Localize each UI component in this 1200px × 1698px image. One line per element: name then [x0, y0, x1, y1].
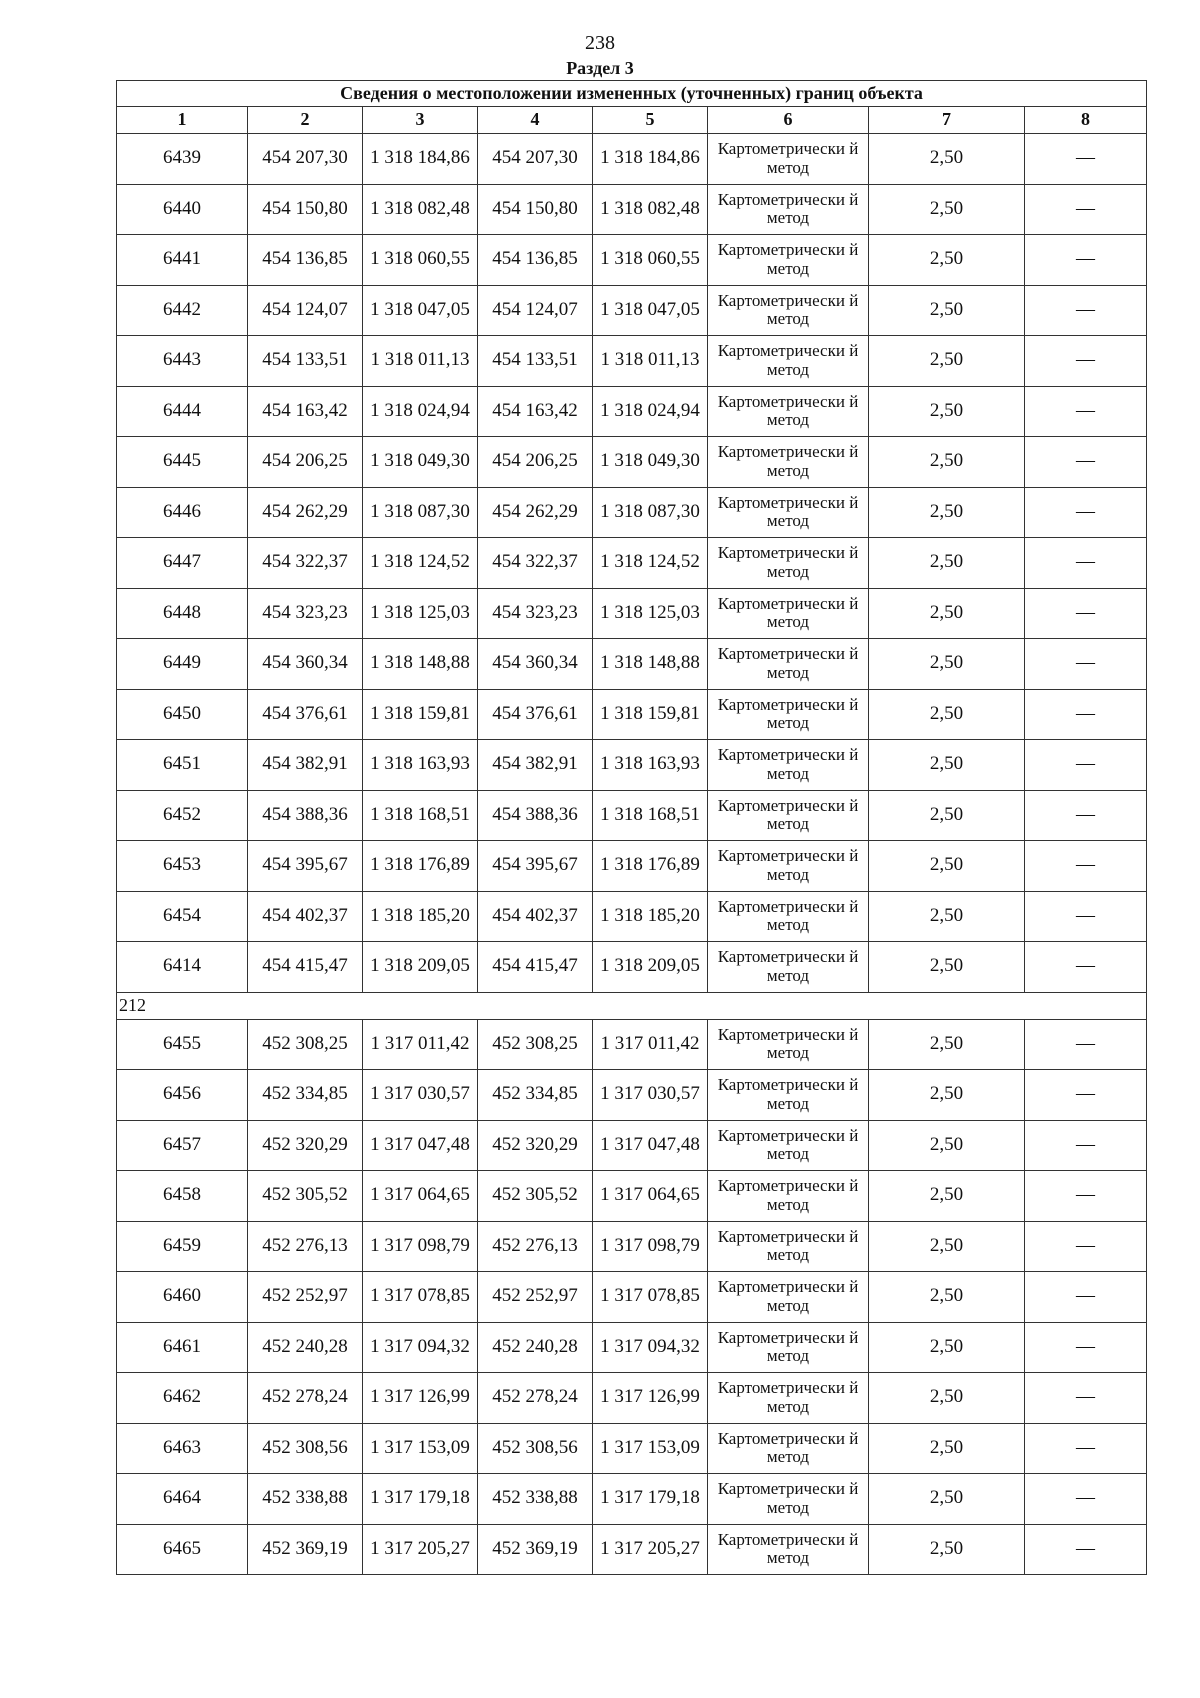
description-cell: — — [1025, 1272, 1147, 1323]
table-row — [117, 942, 1147, 993]
accuracy-cell: 2,50 — [869, 1474, 1025, 1525]
method-cell: Картометрически й метод — [708, 639, 869, 690]
accuracy-cell: 2,50 — [869, 1070, 1025, 1121]
table-row — [117, 1171, 1147, 1222]
x-new-cell: 454 415,47 — [478, 942, 593, 993]
x-old-cell: 454 163,42 — [248, 386, 363, 437]
table-row — [117, 1272, 1147, 1323]
y-old-cell: 1 318 209,05 — [363, 942, 478, 993]
point-number-cell: 6456 — [117, 1070, 248, 1121]
accuracy-cell: 2,50 — [869, 790, 1025, 841]
y-new-cell: 1 317 011,42 — [593, 1019, 708, 1070]
x-old-cell: 452 369,19 — [248, 1524, 363, 1575]
description-cell: — — [1025, 285, 1147, 336]
point-number-cell: 6440 — [117, 184, 248, 235]
x-new-cell: 454 206,25 — [478, 437, 593, 488]
table-row — [117, 336, 1147, 387]
description-cell: — — [1025, 487, 1147, 538]
x-new-cell: 452 338,88 — [478, 1474, 593, 1525]
method-cell: Картометрически й метод — [708, 1524, 869, 1575]
method-cell: Картометрически й метод — [708, 1474, 869, 1525]
x-old-cell: 452 240,28 — [248, 1322, 363, 1373]
description-cell: — — [1025, 942, 1147, 993]
point-number-cell: 6447 — [117, 538, 248, 589]
table-row — [117, 285, 1147, 336]
method-cell: Картометрически й метод — [708, 1322, 869, 1373]
point-number-cell: 6442 — [117, 285, 248, 336]
y-old-cell: 1 317 205,27 — [363, 1524, 478, 1575]
method-cell: Картометрически й метод — [708, 1070, 869, 1121]
x-new-cell: 454 388,36 — [478, 790, 593, 841]
description-cell: — — [1025, 134, 1147, 185]
table-row — [117, 386, 1147, 437]
x-old-cell: 454 150,80 — [248, 184, 363, 235]
table-row — [117, 891, 1147, 942]
y-old-cell: 1 318 124,52 — [363, 538, 478, 589]
y-new-cell: 1 318 124,52 — [593, 538, 708, 589]
y-old-cell: 1 317 011,42 — [363, 1019, 478, 1070]
table-body — [117, 134, 1147, 1575]
accuracy-cell: 2,50 — [869, 184, 1025, 235]
y-new-cell: 1 317 094,32 — [593, 1322, 708, 1373]
accuracy-cell: 2,50 — [869, 487, 1025, 538]
table-row — [117, 134, 1147, 185]
x-new-cell: 454 322,37 — [478, 538, 593, 589]
y-new-cell: 1 318 163,93 — [593, 740, 708, 791]
point-number-cell: 6451 — [117, 740, 248, 791]
x-new-cell: 452 240,28 — [478, 1322, 593, 1373]
x-new-cell: 454 150,80 — [478, 184, 593, 235]
y-new-cell: 1 318 185,20 — [593, 891, 708, 942]
method-cell: Картометрически й метод — [708, 1423, 869, 1474]
y-old-cell: 1 318 125,03 — [363, 588, 478, 639]
point-number-cell: 6453 — [117, 841, 248, 892]
column-number: 5 — [593, 107, 708, 134]
method-cell: Картометрически й метод — [708, 1120, 869, 1171]
table-row — [117, 841, 1147, 892]
point-number-cell: 6465 — [117, 1524, 248, 1575]
description-cell: — — [1025, 790, 1147, 841]
x-old-cell: 452 308,25 — [248, 1019, 363, 1070]
table-row — [117, 1070, 1147, 1121]
y-old-cell: 1 317 030,57 — [363, 1070, 478, 1121]
y-old-cell: 1 318 185,20 — [363, 891, 478, 942]
table-row — [117, 588, 1147, 639]
description-cell: — — [1025, 1120, 1147, 1171]
x-old-cell: 454 133,51 — [248, 336, 363, 387]
method-cell: Картометрически й метод — [708, 1171, 869, 1222]
y-new-cell: 1 317 064,65 — [593, 1171, 708, 1222]
table-row — [117, 1322, 1147, 1373]
method-cell: Картометрически й метод — [708, 588, 869, 639]
method-cell: Картометрически й метод — [708, 285, 869, 336]
y-old-cell: 1 317 047,48 — [363, 1120, 478, 1171]
table-caption: Сведения о местоположении измененных (уточненных) границ объекта — [117, 81, 1147, 107]
y-old-cell: 1 318 087,30 — [363, 487, 478, 538]
point-number-cell: 6450 — [117, 689, 248, 740]
y-old-cell: 1 317 098,79 — [363, 1221, 478, 1272]
description-cell: — — [1025, 1019, 1147, 1070]
table-row — [117, 1474, 1147, 1525]
table-row — [117, 235, 1147, 286]
method-cell: Картометрически й метод — [708, 841, 869, 892]
method-cell: Картометрически й метод — [708, 1373, 869, 1424]
table-row — [117, 487, 1147, 538]
x-new-cell: 452 308,56 — [478, 1423, 593, 1474]
column-number: 1 — [117, 107, 248, 134]
accuracy-cell: 2,50 — [869, 1524, 1025, 1575]
accuracy-cell: 2,50 — [869, 336, 1025, 387]
table-row — [117, 790, 1147, 841]
table-row — [117, 639, 1147, 690]
accuracy-cell: 2,50 — [869, 891, 1025, 942]
point-number-cell: 6445 — [117, 437, 248, 488]
x-old-cell: 454 402,37 — [248, 891, 363, 942]
y-old-cell: 1 318 082,48 — [363, 184, 478, 235]
y-old-cell: 1 318 049,30 — [363, 437, 478, 488]
y-new-cell: 1 317 098,79 — [593, 1221, 708, 1272]
coordinates-table — [116, 80, 1147, 1575]
method-cell: Картометрически й метод — [708, 235, 869, 286]
x-new-cell: 454 163,42 — [478, 386, 593, 437]
x-old-cell: 454 322,37 — [248, 538, 363, 589]
y-old-cell: 1 318 060,55 — [363, 235, 478, 286]
x-old-cell: 454 136,85 — [248, 235, 363, 286]
x-new-cell: 454 360,34 — [478, 639, 593, 690]
x-new-cell: 454 395,67 — [478, 841, 593, 892]
accuracy-cell: 2,50 — [869, 1120, 1025, 1171]
accuracy-cell: 2,50 — [869, 437, 1025, 488]
description-cell: — — [1025, 588, 1147, 639]
accuracy-cell: 2,50 — [869, 134, 1025, 185]
description-cell: — — [1025, 235, 1147, 286]
method-cell: Картометрически й метод — [708, 740, 869, 791]
x-new-cell: 454 382,91 — [478, 740, 593, 791]
y-new-cell: 1 318 148,88 — [593, 639, 708, 690]
y-new-cell: 1 318 184,86 — [593, 134, 708, 185]
x-old-cell: 452 305,52 — [248, 1171, 363, 1222]
page-number: 238 — [585, 32, 615, 54]
accuracy-cell: 2,50 — [869, 1322, 1025, 1373]
x-new-cell: 454 207,30 — [478, 134, 593, 185]
y-old-cell: 1 318 148,88 — [363, 639, 478, 690]
column-number: 4 — [478, 107, 593, 134]
description-cell: — — [1025, 891, 1147, 942]
method-cell: Картометрически й метод — [708, 1019, 869, 1070]
table-row — [117, 437, 1147, 488]
point-number-cell: 6459 — [117, 1221, 248, 1272]
accuracy-cell: 2,50 — [869, 1423, 1025, 1474]
x-old-cell: 452 334,85 — [248, 1070, 363, 1121]
x-old-cell: 452 276,13 — [248, 1221, 363, 1272]
x-old-cell: 454 382,91 — [248, 740, 363, 791]
section-title: Раздел 3 — [566, 58, 634, 78]
table-row — [117, 1373, 1147, 1424]
point-number-cell: 6463 — [117, 1423, 248, 1474]
x-old-cell: 454 415,47 — [248, 942, 363, 993]
x-new-cell: 454 133,51 — [478, 336, 593, 387]
description-cell: — — [1025, 1221, 1147, 1272]
accuracy-cell: 2,50 — [869, 689, 1025, 740]
description-cell: — — [1025, 1373, 1147, 1424]
point-number-cell: 6454 — [117, 891, 248, 942]
x-old-cell: 454 206,25 — [248, 437, 363, 488]
column-number: 3 — [363, 107, 478, 134]
y-old-cell: 1 318 184,86 — [363, 134, 478, 185]
group-label: 212 — [117, 992, 1147, 1019]
description-cell: — — [1025, 1322, 1147, 1373]
point-number-cell: 6460 — [117, 1272, 248, 1323]
description-cell: — — [1025, 639, 1147, 690]
point-number-cell: 6441 — [117, 235, 248, 286]
y-new-cell: 1 318 047,05 — [593, 285, 708, 336]
y-new-cell: 1 317 153,09 — [593, 1423, 708, 1474]
x-old-cell: 452 320,29 — [248, 1120, 363, 1171]
y-new-cell: 1 318 125,03 — [593, 588, 708, 639]
method-cell: Картометрически й метод — [708, 134, 869, 185]
y-old-cell: 1 317 179,18 — [363, 1474, 478, 1525]
x-new-cell: 454 402,37 — [478, 891, 593, 942]
method-cell: Картометрически й метод — [708, 184, 869, 235]
accuracy-cell: 2,50 — [869, 1171, 1025, 1222]
x-old-cell: 454 388,36 — [248, 790, 363, 841]
column-number: 2 — [248, 107, 363, 134]
group-row — [117, 992, 1147, 1019]
y-new-cell: 1 317 047,48 — [593, 1120, 708, 1171]
column-number-row — [117, 107, 1147, 134]
y-new-cell: 1 318 168,51 — [593, 790, 708, 841]
x-new-cell: 454 124,07 — [478, 285, 593, 336]
description-cell: — — [1025, 1171, 1147, 1222]
x-old-cell: 454 262,29 — [248, 487, 363, 538]
method-cell: Картометрически й метод — [708, 790, 869, 841]
accuracy-cell: 2,50 — [869, 639, 1025, 690]
y-new-cell: 1 317 126,99 — [593, 1373, 708, 1424]
y-new-cell: 1 318 209,05 — [593, 942, 708, 993]
y-new-cell: 1 317 078,85 — [593, 1272, 708, 1323]
table-row — [117, 740, 1147, 791]
accuracy-cell: 2,50 — [869, 588, 1025, 639]
column-number: 7 — [869, 107, 1025, 134]
x-old-cell: 452 308,56 — [248, 1423, 363, 1474]
x-new-cell: 452 305,52 — [478, 1171, 593, 1222]
y-new-cell: 1 317 179,18 — [593, 1474, 708, 1525]
x-new-cell: 454 376,61 — [478, 689, 593, 740]
y-new-cell: 1 318 082,48 — [593, 184, 708, 235]
description-cell: — — [1025, 538, 1147, 589]
description-cell: — — [1025, 1070, 1147, 1121]
method-cell: Картометрически й метод — [708, 1221, 869, 1272]
y-old-cell: 1 318 011,13 — [363, 336, 478, 387]
table-row — [117, 1524, 1147, 1575]
y-old-cell: 1 318 159,81 — [363, 689, 478, 740]
description-cell: — — [1025, 1474, 1147, 1525]
x-old-cell: 452 278,24 — [248, 1373, 363, 1424]
x-new-cell: 452 369,19 — [478, 1524, 593, 1575]
accuracy-cell: 2,50 — [869, 1221, 1025, 1272]
y-old-cell: 1 317 094,32 — [363, 1322, 478, 1373]
accuracy-cell: 2,50 — [869, 942, 1025, 993]
y-old-cell: 1 317 153,09 — [363, 1423, 478, 1474]
description-cell: — — [1025, 336, 1147, 387]
table-row — [117, 1221, 1147, 1272]
column-number: 8 — [1025, 107, 1147, 134]
point-number-cell: 6449 — [117, 639, 248, 690]
y-new-cell: 1 318 087,30 — [593, 487, 708, 538]
point-number-cell: 6443 — [117, 336, 248, 387]
x-new-cell: 454 136,85 — [478, 235, 593, 286]
y-new-cell: 1 317 030,57 — [593, 1070, 708, 1121]
method-cell: Картометрически й метод — [708, 891, 869, 942]
method-cell: Картометрически й метод — [708, 386, 869, 437]
point-number-cell: 6452 — [117, 790, 248, 841]
x-old-cell: 452 252,97 — [248, 1272, 363, 1323]
accuracy-cell: 2,50 — [869, 1373, 1025, 1424]
x-new-cell: 452 278,24 — [478, 1373, 593, 1424]
table-row — [117, 689, 1147, 740]
y-old-cell: 1 318 176,89 — [363, 841, 478, 892]
y-new-cell: 1 318 049,30 — [593, 437, 708, 488]
x-new-cell: 452 308,25 — [478, 1019, 593, 1070]
method-cell: Картометрически й метод — [708, 1272, 869, 1323]
x-old-cell: 454 376,61 — [248, 689, 363, 740]
y-old-cell: 1 318 047,05 — [363, 285, 478, 336]
point-number-cell: 6457 — [117, 1120, 248, 1171]
x-new-cell: 454 262,29 — [478, 487, 593, 538]
accuracy-cell: 2,50 — [869, 841, 1025, 892]
x-old-cell: 452 338,88 — [248, 1474, 363, 1525]
method-cell: Картометрически й метод — [708, 336, 869, 387]
method-cell: Картометрически й метод — [708, 942, 869, 993]
point-number-cell: 6461 — [117, 1322, 248, 1373]
table-row — [117, 1120, 1147, 1171]
x-old-cell: 454 207,30 — [248, 134, 363, 185]
accuracy-cell: 2,50 — [869, 386, 1025, 437]
description-cell: — — [1025, 386, 1147, 437]
table-row — [117, 538, 1147, 589]
method-cell: Картометрически й метод — [708, 487, 869, 538]
y-new-cell: 1 318 024,94 — [593, 386, 708, 437]
method-cell: Картометрически й метод — [708, 437, 869, 488]
description-cell: — — [1025, 740, 1147, 791]
x-old-cell: 454 323,23 — [248, 588, 363, 639]
point-number-cell: 6448 — [117, 588, 248, 639]
accuracy-cell: 2,50 — [869, 1272, 1025, 1323]
accuracy-cell: 2,50 — [869, 235, 1025, 286]
table-caption-row — [117, 81, 1147, 107]
y-old-cell: 1 318 024,94 — [363, 386, 478, 437]
y-old-cell: 1 317 078,85 — [363, 1272, 478, 1323]
point-number-cell: 6414 — [117, 942, 248, 993]
table-row — [117, 1423, 1147, 1474]
y-new-cell: 1 317 205,27 — [593, 1524, 708, 1575]
point-number-cell: 6464 — [117, 1474, 248, 1525]
x-old-cell: 454 395,67 — [248, 841, 363, 892]
point-number-cell: 6455 — [117, 1019, 248, 1070]
accuracy-cell: 2,50 — [869, 538, 1025, 589]
accuracy-cell: 2,50 — [869, 1019, 1025, 1070]
y-old-cell: 1 318 168,51 — [363, 790, 478, 841]
description-cell: — — [1025, 841, 1147, 892]
point-number-cell: 6458 — [117, 1171, 248, 1222]
point-number-cell: 6444 — [117, 386, 248, 437]
point-number-cell: 6439 — [117, 134, 248, 185]
description-cell: — — [1025, 1524, 1147, 1575]
method-cell: Картометрически й метод — [708, 538, 869, 589]
table-row — [117, 1019, 1147, 1070]
description-cell: — — [1025, 184, 1147, 235]
method-cell: Картометрически й метод — [708, 689, 869, 740]
y-new-cell: 1 318 060,55 — [593, 235, 708, 286]
y-old-cell: 1 317 126,99 — [363, 1373, 478, 1424]
x-old-cell: 454 360,34 — [248, 639, 363, 690]
x-new-cell: 452 252,97 — [478, 1272, 593, 1323]
x-new-cell: 454 323,23 — [478, 588, 593, 639]
table-row — [117, 184, 1147, 235]
y-old-cell: 1 317 064,65 — [363, 1171, 478, 1222]
x-new-cell: 452 276,13 — [478, 1221, 593, 1272]
point-number-cell: 6462 — [117, 1373, 248, 1424]
description-cell: — — [1025, 689, 1147, 740]
accuracy-cell: 2,50 — [869, 740, 1025, 791]
accuracy-cell: 2,50 — [869, 285, 1025, 336]
x-new-cell: 452 334,85 — [478, 1070, 593, 1121]
y-new-cell: 1 318 011,13 — [593, 336, 708, 387]
y-old-cell: 1 318 163,93 — [363, 740, 478, 791]
y-new-cell: 1 318 159,81 — [593, 689, 708, 740]
x-new-cell: 452 320,29 — [478, 1120, 593, 1171]
point-number-cell: 6446 — [117, 487, 248, 538]
description-cell: — — [1025, 437, 1147, 488]
y-new-cell: 1 318 176,89 — [593, 841, 708, 892]
x-old-cell: 454 124,07 — [248, 285, 363, 336]
description-cell: — — [1025, 1423, 1147, 1474]
column-number: 6 — [708, 107, 869, 134]
